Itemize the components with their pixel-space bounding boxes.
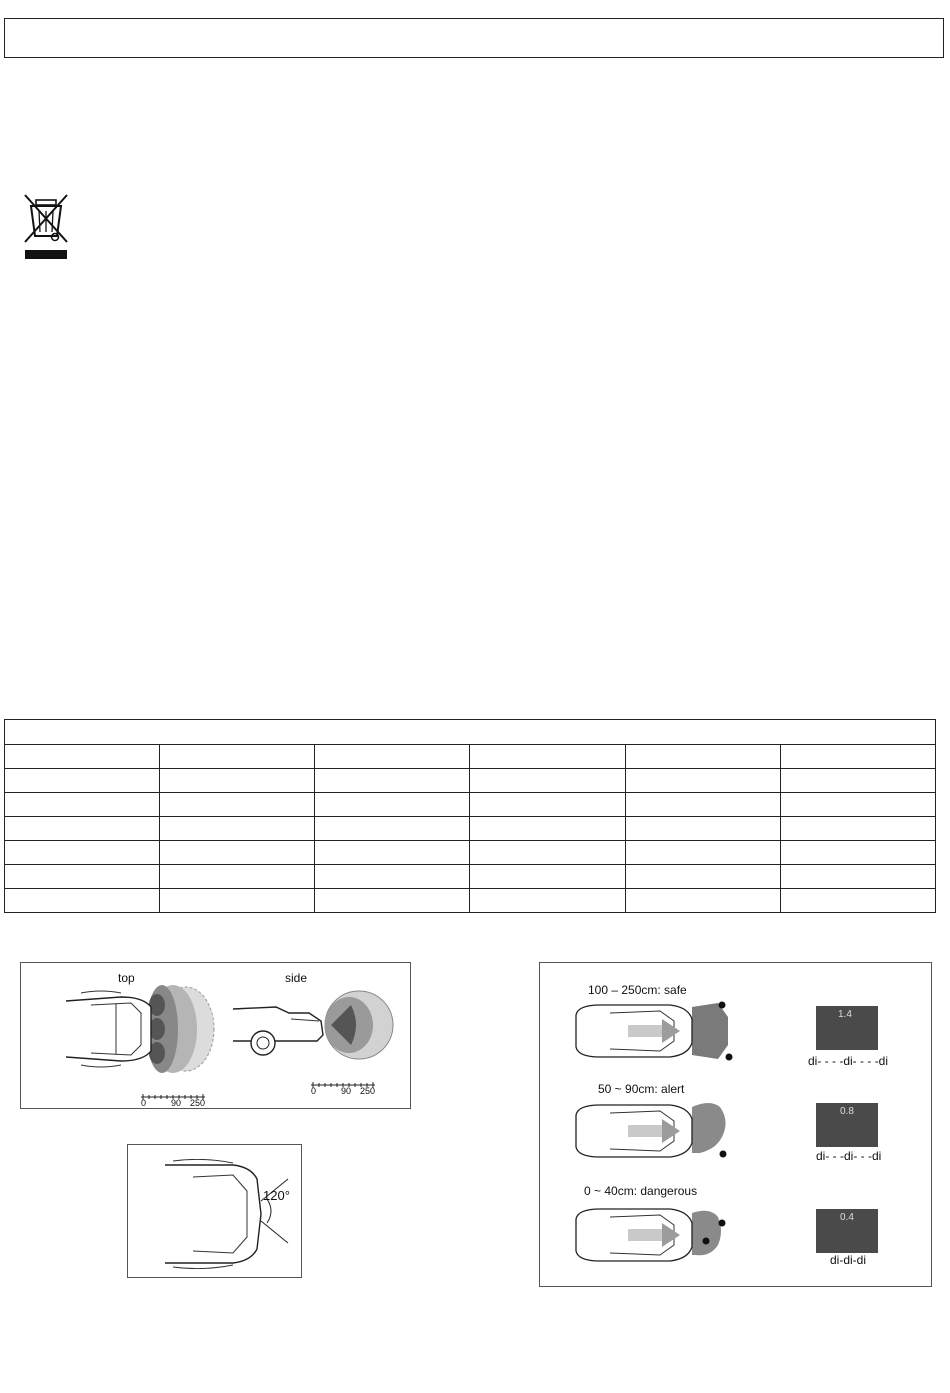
zone-safe-beep-label: di- - - -di- - - -di (808, 1054, 888, 1068)
zone-alert-display (816, 1103, 878, 1147)
distance-zones-figure (539, 962, 932, 1287)
zone-dangerous-label: 0 ~ 40cm: dangerous (584, 1184, 698, 1198)
scale-tick-label: 0 (311, 1086, 317, 1096)
table-row (5, 841, 936, 865)
side-view-label: side (285, 971, 308, 985)
scale-tick-label: 250 (190, 1098, 206, 1108)
top-view-scale (141, 1088, 211, 1108)
weee-bin-icon (22, 192, 70, 260)
zone-dangerous-display (816, 1209, 878, 1253)
zone-safe-car-illustration (570, 999, 750, 1065)
table-header-cell (5, 720, 936, 745)
display-value: 1.4 (838, 1009, 852, 1020)
zone-safe-label: 100 – 250cm: safe (588, 983, 687, 997)
table-header-row (5, 720, 936, 745)
scale-tick-label: 90 (341, 1086, 352, 1096)
scale-tick-label: 0 (141, 1098, 147, 1108)
zone-safe-display (816, 1006, 878, 1050)
zone-dangerous-beep-label: di-di-di (830, 1253, 867, 1267)
table-row (5, 889, 936, 913)
zone-alert-beep-label: di- - -di- - -di (816, 1149, 882, 1163)
scale-tick-label: 90 (171, 1098, 182, 1108)
zone-dangerous-car-illustration (570, 1203, 750, 1269)
side-view-car-illustration (231, 983, 401, 1073)
display-value: 0.4 (840, 1212, 854, 1223)
sensor-angle-figure (127, 1144, 302, 1278)
top-view-car-illustration (61, 979, 241, 1079)
sensor-coverage-figure (20, 962, 411, 1109)
angle-label: 120° (263, 1188, 290, 1203)
angle-car-illustration (163, 1159, 293, 1269)
scale-tick-label: 250 (360, 1086, 376, 1096)
specification-table (4, 719, 936, 913)
zone-alert-label: 50 ~ 90cm: alert (598, 1082, 685, 1096)
side-view-scale (311, 1076, 381, 1096)
table-row (5, 745, 936, 769)
top-view-label: top (118, 971, 135, 985)
table-row (5, 793, 936, 817)
zone-alert-car-illustration (570, 1099, 750, 1165)
table-row (5, 817, 936, 841)
table-row (5, 865, 936, 889)
display-value: 0.8 (840, 1106, 854, 1117)
table-row (5, 769, 936, 793)
header-box (4, 18, 944, 58)
